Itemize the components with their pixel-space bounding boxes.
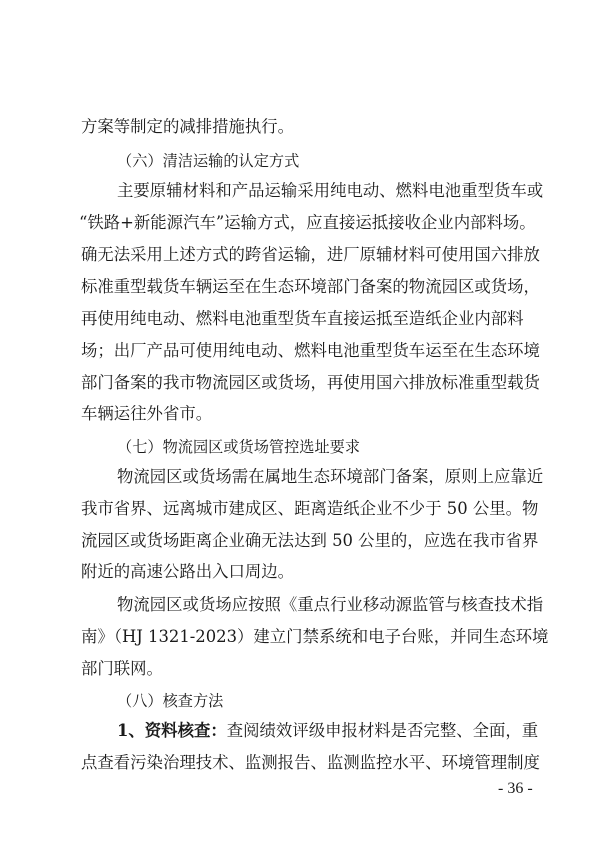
check-item-1 (117, 721, 538, 741)
body-text-line: 南》（HJ 1321-2023）建立门禁系统和电子台账，并同生态环境 (81, 627, 549, 646)
body-text-line: 物流园区或货场需在属地生态环境部门备案，原则上应靠近 (117, 467, 544, 486)
section-heading-6: （六）清洁运输的认定方式 (117, 152, 300, 170)
body-text-line: 部门备案的我市物流园区或货场，再使用国六排放标准重型载货 (81, 373, 540, 392)
section-heading-8: （八）核查方法 (117, 692, 224, 710)
body-text-line: “铁路+新能源汽车”运输方式，应直接运抵接收企业内部料场。 (79, 213, 536, 232)
section-heading-7: （七）物流园区或货场管控选址要求 (117, 438, 360, 456)
body-text-line: 确无法采用上述方式的跨省运输，进厂原辅材料可使用国六排放 (81, 245, 540, 264)
body-text-line: 车辆运往外省市。 (81, 404, 213, 423)
body-text-line: 部门联网。 (81, 659, 163, 678)
body-text-line: 方案等制定的减排措施执行。 (81, 117, 295, 136)
body-text-line: 主要原辅材料和产品运输采用纯电动、燃料电池重型货车或 (117, 181, 544, 200)
body-text-line: 流园区或货场距离企业确无法达到 50 公里的，应选在我市省界 (81, 531, 539, 550)
body-text-line: 点查看污染治理技术、监测报告、监测监控水平、环境管理制度 (81, 753, 540, 772)
page-number: - 36 - (498, 780, 533, 797)
body-text-line: 我市省界、远离城市建成区、距离造纸企业不少于 50 公里。物 (81, 499, 539, 518)
body-text-line: 场；出厂产品可使用纯电动、燃料电池重型货车运至在生态环境 (81, 341, 540, 360)
body-text-line: 再使用纯电动、燃料电池重型货车直接运抵至造纸企业内部料 (81, 309, 524, 328)
body-text-line: 物流园区或货场应按照《重点行业移动源监管与核查技术指 (117, 595, 544, 614)
check-item-text: 查阅绩效评级申报材料是否完整、全面，重 (226, 721, 539, 740)
body-text-line: 标准重型载货车辆运至在生态环境部门备案的物流园区或货场， (81, 277, 540, 296)
body-text-line: 附近的高速公路出入口周边。 (81, 562, 295, 581)
check-item-label: 1、资料核查： (117, 721, 227, 740)
